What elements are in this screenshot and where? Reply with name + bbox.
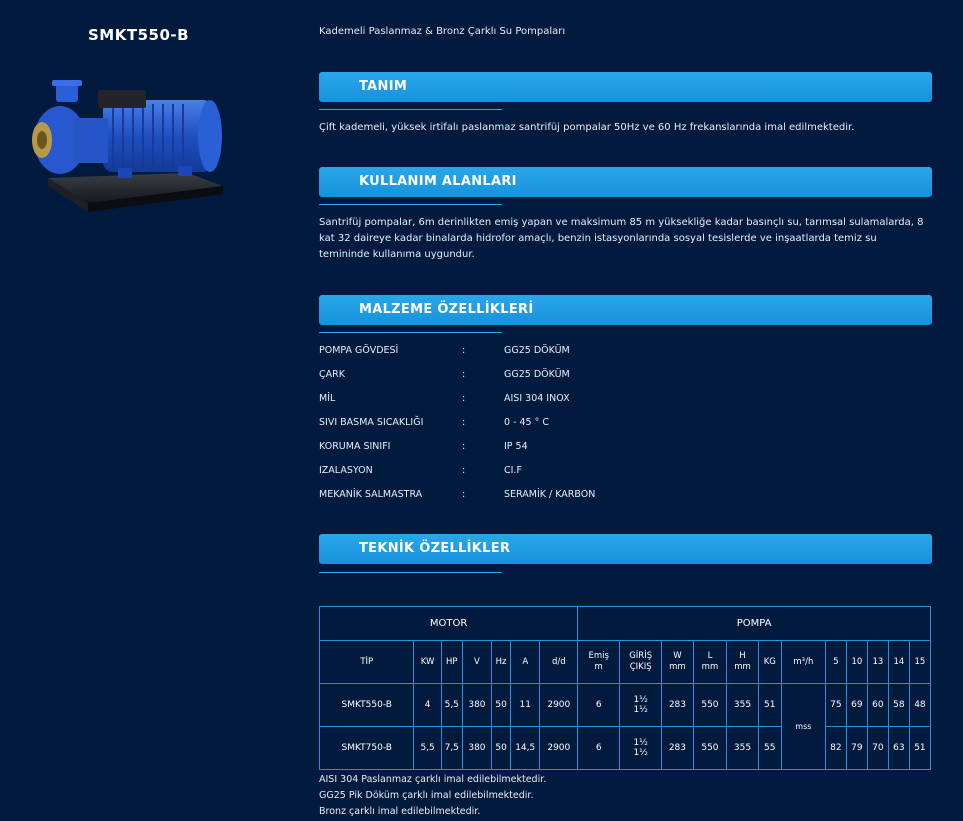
th-h-line2: mm (734, 662, 751, 672)
cell-flow-5: 75 (825, 684, 846, 727)
th-v: V (462, 641, 491, 684)
group-pompa: POMPA (578, 607, 931, 641)
cell-flow-13: 60 (867, 684, 888, 727)
cell-hp: 7,5 (441, 727, 462, 770)
note-line: GG25 Pik Döküm çarklı imal edilebilmektedir. (319, 790, 534, 801)
tanim-text: Çift kademeli, yüksek irtifalı paslanmaz santrifüj pompalar 50Hz ve 60 Hz frekanslarında imal edilmektedir. (319, 122, 855, 133)
section-title-malzeme: MALZEME ÖZELLİKLERİ (359, 302, 534, 317)
table-row (320, 727, 931, 770)
th-w-line1: W (673, 651, 682, 661)
spec-separator: : (462, 345, 466, 356)
cell-flow-10: 79 (846, 727, 867, 770)
section-underline (319, 572, 502, 573)
cell-giris (620, 727, 662, 770)
th-tip: TİP (320, 641, 414, 684)
th-giris (620, 641, 662, 684)
cell-flow-14: 58 (888, 684, 909, 727)
spec-value: AISI 304 INOX (504, 393, 570, 404)
table-header-row (320, 641, 931, 684)
kullanim-line: Santrifüj pompalar, 6m derinlikten emiş yapan ve maksimum 85 m yüksekliğe kadar basınçlı su, tarımsal sulamalarda, 8 (319, 217, 924, 228)
cell-w: 283 (662, 727, 693, 770)
th-flow-14: 14 (888, 641, 909, 684)
th-l-line2: mm (701, 662, 719, 672)
spec-separator: : (462, 393, 466, 404)
section-header-malzeme (319, 295, 932, 325)
spec-key: ÇARK (319, 369, 345, 380)
cell-dd: 2900 (540, 684, 578, 727)
cell-hz: 50 (492, 684, 511, 727)
cell-giris-line1: 1½ (633, 695, 648, 705)
th-h (727, 641, 758, 684)
spec-row (319, 489, 719, 503)
th-giris-line1: GİRİŞ (629, 651, 653, 661)
th-l (693, 641, 727, 684)
product-subtitle: Kademeli Paslanmaz & Bronz Çarklı Su Pompaları (319, 26, 566, 37)
cell-h: 355 (727, 727, 758, 770)
cell-giris-line2: 1½ (633, 748, 648, 758)
spec-separator: : (462, 369, 466, 380)
spec-separator: : (462, 489, 466, 500)
spec-key: KORUMA SINIFI (319, 441, 391, 452)
th-flow-10: 10 (846, 641, 867, 684)
note-line: AISI 304 Paslanmaz çarklı imal edilebilmektedir. (319, 774, 547, 785)
cell-kw: 5,5 (414, 727, 441, 770)
kullanim-line: kat 32 daireye kadar binalarda hidrofor amaçlı, benzin istasyonlarında sosyal tesislerde ve inşaatlarda temiz su (319, 233, 877, 244)
cell-l: 550 (693, 727, 727, 770)
spec-value: CI.F (504, 465, 522, 476)
cell-flow-5: 82 (825, 727, 846, 770)
th-w (662, 641, 693, 684)
cell-giris-line2: 1½ (633, 705, 648, 715)
spec-row (319, 465, 719, 479)
cell-w: 283 (662, 684, 693, 727)
spec-key: POMPA GÖVDESİ (319, 345, 399, 356)
cell-h: 355 (727, 684, 758, 727)
cell-v: 380 (462, 684, 491, 727)
table-row (320, 684, 931, 727)
th-giris-line2: ÇIKIŞ (629, 662, 652, 672)
section-underline (319, 109, 502, 110)
th-h-line1: H (739, 651, 746, 661)
cell-flow-13: 70 (867, 727, 888, 770)
kullanim-line: temininde kullanıma uygundur. (319, 249, 475, 260)
section-title-teknik: TEKNİK ÖZELLİKLER (359, 541, 511, 556)
spec-row (319, 369, 719, 383)
th-dd: d/d (540, 641, 578, 684)
cell-tip: SMKT550-B (320, 684, 414, 727)
cell-emis: 6 (578, 684, 620, 727)
cell-dd: 2900 (540, 727, 578, 770)
section-underline (319, 332, 502, 333)
th-emis (578, 641, 620, 684)
note-line: Bronz çarklı imal edilebilmektedir. (319, 806, 481, 817)
tech-specs-table (319, 606, 931, 770)
spec-row (319, 441, 719, 455)
spec-row (319, 345, 719, 359)
cell-flow-10: 69 (846, 684, 867, 727)
product-title: SMKT550-B (88, 26, 190, 44)
spec-key: MEKANİK SALMASTRA (319, 489, 423, 500)
th-w-line2: mm (669, 662, 686, 672)
th-hz: Hz (492, 641, 511, 684)
cell-v: 380 (462, 727, 491, 770)
section-header-teknik (319, 534, 932, 564)
spec-separator: : (462, 441, 466, 452)
cell-a: 14,5 (511, 727, 540, 770)
spec-value: GG25 DÖKÜM (504, 369, 570, 380)
spec-row (319, 393, 719, 407)
spec-key: IZALASYON (319, 465, 373, 476)
th-kw: KW (414, 641, 441, 684)
notes (319, 772, 546, 820)
section-header-tanim (319, 72, 932, 102)
spec-key: MİL (319, 393, 336, 404)
section-title-kullanim: KULLANIM ALANLARI (359, 174, 517, 189)
cell-kg: 55 (758, 727, 781, 770)
spec-row (319, 417, 719, 431)
spec-value: GG25 DÖKÜM (504, 345, 570, 356)
section-underline (319, 204, 502, 205)
th-flow-15: 15 (909, 641, 930, 684)
cell-hp: 5,5 (441, 684, 462, 727)
th-emis-line2: m (594, 662, 603, 672)
section-header-kullanim (319, 167, 932, 197)
table-group-row (320, 607, 931, 641)
th-l-line1: L (707, 651, 713, 661)
th-a: A (511, 641, 540, 684)
kullanim-text (319, 215, 931, 263)
cell-giris-line1: 1½ (633, 738, 648, 748)
cell-flow-15: 51 (909, 727, 930, 770)
cell-kw: 4 (414, 684, 441, 727)
th-flow-5: 5 (825, 641, 846, 684)
spec-value: SERAMİK / KARBON (504, 489, 596, 500)
cell-hz: 50 (492, 727, 511, 770)
cell-tip: SMKT750-B (320, 727, 414, 770)
cell-emis: 6 (578, 727, 620, 770)
spec-separator: : (462, 417, 466, 428)
section-title-tanim: TANIM (359, 79, 408, 94)
cell-l: 550 (693, 684, 727, 727)
cell-kg: 51 (758, 684, 781, 727)
cell-mss: mss (781, 684, 825, 770)
th-kg: KG (758, 641, 781, 684)
th-m3h: m³/h (781, 641, 825, 684)
group-motor: MOTOR (320, 607, 578, 641)
th-hp: HP (441, 641, 462, 684)
cell-giris (620, 684, 662, 727)
spec-separator: : (462, 465, 466, 476)
cell-flow-14: 63 (888, 727, 909, 770)
spec-value: 0 - 45 ° C (504, 417, 550, 428)
th-flow-13: 13 (867, 641, 888, 684)
spec-value: IP 54 (504, 441, 528, 452)
pump-image (28, 78, 228, 223)
cell-a: 11 (511, 684, 540, 727)
cell-flow-15: 48 (909, 684, 930, 727)
spec-key: SIVI BASMA SICAKLIĞI (319, 417, 424, 428)
th-emis-line1: Emiş (588, 651, 609, 661)
